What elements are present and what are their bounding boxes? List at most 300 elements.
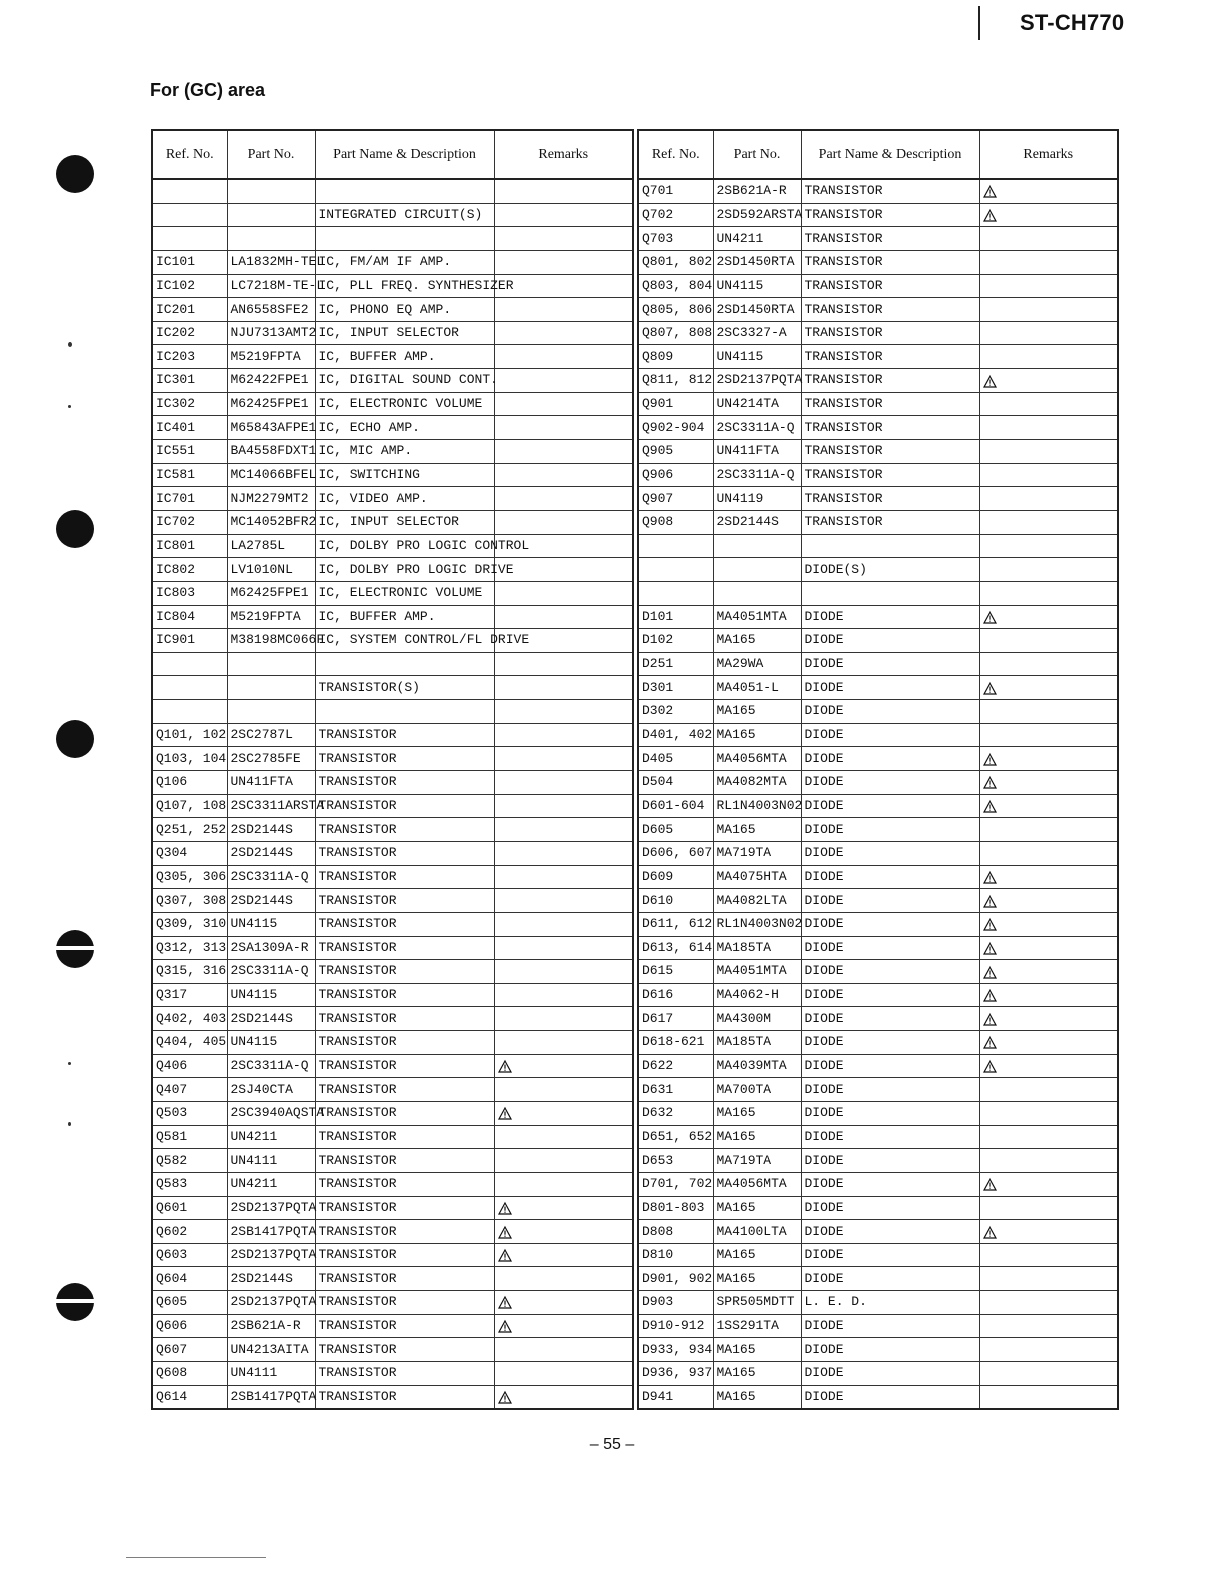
safety-warning-icon	[983, 1178, 997, 1191]
cell-desc: TRANSISTOR	[801, 487, 979, 511]
cell-ref: Q407	[152, 1078, 227, 1102]
cell-ref	[152, 700, 227, 724]
cell-remarks	[979, 345, 1118, 369]
cell-ref: D609	[638, 865, 713, 889]
cell-desc: DIODE	[801, 912, 979, 936]
cell-part: MA719TA	[713, 841, 801, 865]
cell-ref	[638, 581, 713, 605]
cell-desc	[315, 700, 494, 724]
cell-part: 2SB621A-R	[713, 179, 801, 203]
table-row	[152, 1220, 633, 1244]
table-row	[638, 629, 1118, 653]
cell-part	[713, 558, 801, 582]
cell-ref: IC551	[152, 440, 227, 464]
cell-ref: Q801, 802	[638, 250, 713, 274]
table-row	[638, 298, 1118, 322]
table-row	[638, 841, 1118, 865]
cell-remarks	[979, 1385, 1118, 1409]
cell-part: 2SD2144S	[227, 841, 315, 865]
cell-remarks	[979, 440, 1118, 464]
table-row	[638, 463, 1118, 487]
cell-ref: D610	[638, 889, 713, 913]
table-row	[638, 1220, 1118, 1244]
cell-part: 2SC3311A-Q	[227, 960, 315, 984]
table-row	[152, 629, 633, 653]
cell-ref: Q404, 405	[152, 1031, 227, 1055]
cell-ref: D801-803	[638, 1196, 713, 1220]
safety-warning-icon	[498, 1202, 512, 1215]
cell-part: UN4111	[227, 1362, 315, 1386]
cell-remarks	[494, 983, 633, 1007]
table-row	[638, 1267, 1118, 1291]
cell-ref: D941	[638, 1385, 713, 1409]
table-row	[638, 676, 1118, 700]
cell-ref: D605	[638, 818, 713, 842]
safety-warning-icon	[983, 1060, 997, 1073]
safety-warning-icon	[983, 753, 997, 766]
cell-ref: Q503	[152, 1101, 227, 1125]
cell-part: UN4214TA	[713, 392, 801, 416]
cell-remarks	[494, 1149, 633, 1173]
cell-desc: TRANSISTOR	[315, 1172, 494, 1196]
cell-part: MA165	[713, 1101, 801, 1125]
cell-desc: IC, MIC AMP.	[315, 440, 494, 464]
table-row	[152, 723, 633, 747]
cell-ref: Q583	[152, 1172, 227, 1196]
cell-remarks	[494, 581, 633, 605]
remarks-cell	[979, 203, 1118, 227]
cell-ref: IC702	[152, 510, 227, 534]
cell-part: 2SA1309A-R	[227, 936, 315, 960]
table-row	[152, 1243, 633, 1267]
table-header-row	[152, 130, 633, 179]
table-row	[638, 1314, 1118, 1338]
cell-desc: DIODE	[801, 652, 979, 676]
cell-part: RL1N4003N02	[713, 794, 801, 818]
cell-remarks	[979, 392, 1118, 416]
cell-remarks	[979, 534, 1118, 558]
table-row	[638, 960, 1118, 984]
cell-part: 2SD2144S	[227, 818, 315, 842]
page-number: – 55 –	[589, 1436, 635, 1453]
table-row	[152, 345, 633, 369]
table-row	[638, 1125, 1118, 1149]
cell-desc: TRANSISTOR	[801, 274, 979, 298]
table-row	[152, 558, 633, 582]
table-row	[638, 652, 1118, 676]
table-row	[638, 1196, 1118, 1220]
cell-remarks	[979, 1125, 1118, 1149]
cell-desc: DIODE	[801, 983, 979, 1007]
remarks-cell	[979, 771, 1118, 795]
cell-ref: IC302	[152, 392, 227, 416]
cell-desc: TRANSISTOR	[801, 345, 979, 369]
cell-remarks	[979, 321, 1118, 345]
cell-desc: IC, PLL FREQ. SYNTHESIZER	[315, 274, 494, 298]
cell-remarks	[979, 700, 1118, 724]
remarks-cell	[494, 1196, 633, 1220]
column-header-desc: Part Name & Description	[801, 130, 979, 179]
cell-part: UN4213AITA	[227, 1338, 315, 1362]
remarks-cell	[979, 676, 1118, 700]
footer-rule	[126, 1557, 266, 1558]
cell-remarks	[979, 298, 1118, 322]
cell-ref: Q608	[152, 1362, 227, 1386]
cell-ref: Q703	[638, 227, 713, 251]
safety-warning-icon	[498, 1107, 512, 1120]
cell-remarks	[494, 936, 633, 960]
cell-remarks	[494, 865, 633, 889]
cell-desc: IC, VIDEO AMP.	[315, 487, 494, 511]
remarks-cell	[979, 1031, 1118, 1055]
cell-remarks	[494, 463, 633, 487]
cell-part	[227, 179, 315, 203]
cell-part: BA4558FDXT1	[227, 440, 315, 464]
cell-desc: DIODE	[801, 1078, 979, 1102]
table-row	[638, 747, 1118, 771]
column-header-part: Part No.	[227, 130, 315, 179]
cell-ref	[152, 203, 227, 227]
cell-ref: Q701	[638, 179, 713, 203]
cell-remarks	[494, 345, 633, 369]
cell-part: MC14052BFR2	[227, 510, 315, 534]
table-row	[152, 794, 633, 818]
cell-desc: DIODE	[801, 700, 979, 724]
cell-desc: DIODE	[801, 771, 979, 795]
cell-part: UN4211	[227, 1125, 315, 1149]
table-row	[638, 510, 1118, 534]
cell-desc: TRANSISTOR	[315, 1243, 494, 1267]
cell-part: 2SC2785FE	[227, 747, 315, 771]
table-row	[638, 1291, 1118, 1315]
table-row	[638, 321, 1118, 345]
table-row	[152, 936, 633, 960]
table-row	[152, 960, 633, 984]
cell-part: RL1N4003N02	[713, 912, 801, 936]
remarks-cell	[494, 1054, 633, 1078]
table-row	[638, 605, 1118, 629]
cell-ref	[152, 676, 227, 700]
table-header-row	[638, 130, 1118, 179]
cell-desc: TRANSISTOR	[315, 1338, 494, 1362]
table-row	[638, 345, 1118, 369]
cell-ref: Q606	[152, 1314, 227, 1338]
cell-part: MA4062-H	[713, 983, 801, 1007]
cell-part: AN6558SFE2	[227, 298, 315, 322]
table-row	[152, 179, 633, 203]
cell-part: M38198MC066F	[227, 629, 315, 653]
cell-part: UN4115	[227, 983, 315, 1007]
cell-remarks	[979, 723, 1118, 747]
table-row	[638, 1243, 1118, 1267]
remarks-cell	[979, 1054, 1118, 1078]
cell-part: 2SC3311A-Q	[227, 865, 315, 889]
table-row	[152, 1101, 633, 1125]
cell-desc: TRANSISTOR	[801, 250, 979, 274]
cell-ref: Q402, 403	[152, 1007, 227, 1031]
cell-remarks	[979, 510, 1118, 534]
cell-ref: D651, 652	[638, 1125, 713, 1149]
cell-ref: D606, 607	[638, 841, 713, 865]
cell-ref: IC701	[152, 487, 227, 511]
cell-part	[227, 203, 315, 227]
cell-desc: TRANSISTOR(S)	[315, 676, 494, 700]
cell-ref: D653	[638, 1149, 713, 1173]
cell-remarks	[494, 510, 633, 534]
punch-hole	[56, 720, 94, 758]
safety-warning-icon	[983, 800, 997, 813]
cell-part: M65843AFPE1	[227, 416, 315, 440]
cell-desc: L. E. D.	[801, 1291, 979, 1315]
cell-desc: TRANSISTOR	[315, 1362, 494, 1386]
cell-desc: TRANSISTOR	[315, 983, 494, 1007]
table-row	[638, 250, 1118, 274]
cell-part: MA4056MTA	[713, 1172, 801, 1196]
cell-ref: IC203	[152, 345, 227, 369]
cell-part: MA165	[713, 1243, 801, 1267]
table-row	[152, 298, 633, 322]
cell-ref: D903	[638, 1291, 713, 1315]
cell-ref: Q582	[152, 1149, 227, 1173]
cell-ref	[152, 227, 227, 251]
cell-desc: DIODE	[801, 1149, 979, 1173]
cell-desc: TRANSISTOR	[315, 1196, 494, 1220]
table-row	[638, 771, 1118, 795]
column-header-remarks: Remarks	[979, 130, 1118, 179]
cell-remarks	[494, 487, 633, 511]
column-header-desc: Part Name & Description	[315, 130, 494, 179]
table-row	[638, 1054, 1118, 1078]
table-row	[638, 1101, 1118, 1125]
cell-part: MA4082LTA	[713, 889, 801, 913]
cell-desc: TRANSISTOR	[315, 865, 494, 889]
cell-remarks	[494, 1078, 633, 1102]
table-row	[152, 676, 633, 700]
cell-part: UN4115	[227, 912, 315, 936]
cell-part: MA4056MTA	[713, 747, 801, 771]
cell-desc: TRANSISTOR	[315, 818, 494, 842]
cell-part: MA4082MTA	[713, 771, 801, 795]
cell-desc	[801, 534, 979, 558]
cell-part: MA29WA	[713, 652, 801, 676]
cell-part: UN4211	[227, 1172, 315, 1196]
cell-part: 2SD2137PQTA	[227, 1291, 315, 1315]
cell-remarks	[494, 416, 633, 440]
cell-part: 2SC3940AQSTA	[227, 1101, 315, 1125]
cell-remarks	[979, 629, 1118, 653]
cell-part: 2SJ40CTA	[227, 1078, 315, 1102]
table-row	[638, 227, 1118, 251]
scan-speck	[68, 1122, 71, 1126]
cell-part	[227, 676, 315, 700]
cell-desc: IC, ELECTRONIC VOLUME	[315, 581, 494, 605]
cell-part: NJU7313AMT2	[227, 321, 315, 345]
cell-desc: TRANSISTOR	[801, 510, 979, 534]
cell-ref: D504	[638, 771, 713, 795]
cell-part: UN4211	[713, 227, 801, 251]
table-row	[638, 889, 1118, 913]
cell-part: MA165	[713, 1338, 801, 1362]
cell-desc: DIODE	[801, 1172, 979, 1196]
cell-ref	[152, 179, 227, 203]
cell-part: MA4075HTA	[713, 865, 801, 889]
cell-ref: Q902-904	[638, 416, 713, 440]
cell-remarks	[494, 558, 633, 582]
cell-desc: DIODE	[801, 865, 979, 889]
cell-remarks	[494, 794, 633, 818]
safety-warning-icon	[498, 1226, 512, 1239]
cell-desc	[315, 227, 494, 251]
cell-remarks	[494, 274, 633, 298]
cell-ref: D701, 702	[638, 1172, 713, 1196]
cell-desc: IC, SYSTEM CONTROL/FL DRIVE	[315, 629, 494, 653]
cell-part: LA2785L	[227, 534, 315, 558]
cell-part: 2SC3311ARSTA	[227, 794, 315, 818]
table-row	[638, 818, 1118, 842]
cell-part: MA165	[713, 700, 801, 724]
remarks-cell	[494, 1220, 633, 1244]
cell-desc: TRANSISTOR	[315, 1054, 494, 1078]
cell-part: MA165	[713, 1125, 801, 1149]
cell-desc: DIODE	[801, 605, 979, 629]
table-row	[152, 1267, 633, 1291]
cell-ref: Q901	[638, 392, 713, 416]
column-header-ref: Ref. No.	[152, 130, 227, 179]
table-row	[152, 652, 633, 676]
cell-remarks	[494, 227, 633, 251]
table-row	[152, 321, 633, 345]
cell-ref: D405	[638, 747, 713, 771]
cell-part: MA4051MTA	[713, 605, 801, 629]
cell-ref: Q251, 252	[152, 818, 227, 842]
remarks-cell	[494, 1385, 633, 1409]
cell-desc: TRANSISTOR	[315, 841, 494, 865]
table-row	[638, 1149, 1118, 1173]
safety-warning-icon	[498, 1320, 512, 1333]
cell-remarks	[494, 747, 633, 771]
cell-remarks	[494, 298, 633, 322]
cell-remarks	[979, 250, 1118, 274]
cell-desc: TRANSISTOR	[315, 747, 494, 771]
safety-warning-icon	[983, 611, 997, 624]
safety-warning-icon	[498, 1060, 512, 1073]
cell-desc: TRANSISTOR	[315, 1385, 494, 1409]
cell-remarks	[494, 700, 633, 724]
cell-ref: D631	[638, 1078, 713, 1102]
cell-remarks	[494, 440, 633, 464]
cell-remarks	[494, 889, 633, 913]
cell-ref: D810	[638, 1243, 713, 1267]
safety-warning-icon	[498, 1249, 512, 1262]
cell-ref: Q601	[152, 1196, 227, 1220]
cell-desc: IC, BUFFER AMP.	[315, 345, 494, 369]
cell-ref: D401, 402	[638, 723, 713, 747]
cell-desc	[801, 581, 979, 605]
cell-ref	[638, 558, 713, 582]
cell-ref: D611, 612	[638, 912, 713, 936]
cell-remarks	[979, 1314, 1118, 1338]
cell-desc: DIODE	[801, 936, 979, 960]
cell-desc: TRANSISTOR	[315, 889, 494, 913]
table-row	[152, 889, 633, 913]
cell-ref: Q309, 310	[152, 912, 227, 936]
parts-table-left-body	[152, 179, 633, 1409]
cell-remarks	[979, 558, 1118, 582]
cell-part: LV1010NL	[227, 558, 315, 582]
cell-ref: IC401	[152, 416, 227, 440]
table-row	[638, 534, 1118, 558]
cell-desc: TRANSISTOR	[315, 1101, 494, 1125]
cell-part	[713, 534, 801, 558]
table-row	[152, 605, 633, 629]
scan-speck	[68, 405, 71, 408]
cell-part: 2SC2787L	[227, 723, 315, 747]
cell-ref: IC102	[152, 274, 227, 298]
safety-warning-icon	[983, 895, 997, 908]
cell-desc: TRANSISTOR	[315, 771, 494, 795]
cell-ref: Q809	[638, 345, 713, 369]
cell-remarks	[494, 652, 633, 676]
cell-ref: Q581	[152, 1125, 227, 1149]
table-row	[638, 581, 1118, 605]
cell-part	[227, 700, 315, 724]
safety-warning-icon	[983, 1013, 997, 1026]
cell-remarks	[979, 818, 1118, 842]
cell-desc: INTEGRATED CIRCUIT(S)	[315, 203, 494, 227]
safety-warning-icon	[983, 1226, 997, 1239]
cell-desc: TRANSISTOR	[801, 392, 979, 416]
safety-warning-icon	[983, 185, 997, 198]
cell-part: 2SD1450RTA	[713, 250, 801, 274]
table-row	[152, 487, 633, 511]
cell-ref: Q807, 808	[638, 321, 713, 345]
cell-desc: TRANSISTOR	[315, 1220, 494, 1244]
cell-ref: Q603	[152, 1243, 227, 1267]
header-rule	[978, 6, 980, 40]
table-row	[152, 1149, 633, 1173]
table-row	[152, 747, 633, 771]
cell-part: MA165	[713, 1267, 801, 1291]
table-row	[152, 700, 633, 724]
cell-desc: DIODE	[801, 629, 979, 653]
cell-desc	[315, 652, 494, 676]
table-row	[152, 1314, 633, 1338]
cell-desc: TRANSISTOR	[801, 227, 979, 251]
model-number: ST-CH770	[1020, 10, 1125, 35]
safety-warning-icon	[498, 1296, 512, 1309]
table-row	[152, 440, 633, 464]
column-header-part: Part No.	[713, 130, 801, 179]
table-row	[152, 1054, 633, 1078]
cell-ref: IC101	[152, 250, 227, 274]
cell-ref: D632	[638, 1101, 713, 1125]
cell-remarks	[979, 652, 1118, 676]
cell-part: MA4300M	[713, 1007, 801, 1031]
cell-part: 2SD2144S	[227, 1007, 315, 1031]
cell-part: MA165	[713, 818, 801, 842]
remarks-cell	[979, 794, 1118, 818]
cell-part: UN4119	[713, 487, 801, 511]
cell-ref: D936, 937	[638, 1362, 713, 1386]
cell-ref: Q103, 104	[152, 747, 227, 771]
cell-part: MA4100LTA	[713, 1220, 801, 1244]
cell-desc: DIODE	[801, 1338, 979, 1362]
remarks-cell	[979, 369, 1118, 393]
cell-remarks	[494, 321, 633, 345]
remarks-cell	[494, 1101, 633, 1125]
cell-remarks	[979, 487, 1118, 511]
cell-part: M62422FPE1	[227, 369, 315, 393]
